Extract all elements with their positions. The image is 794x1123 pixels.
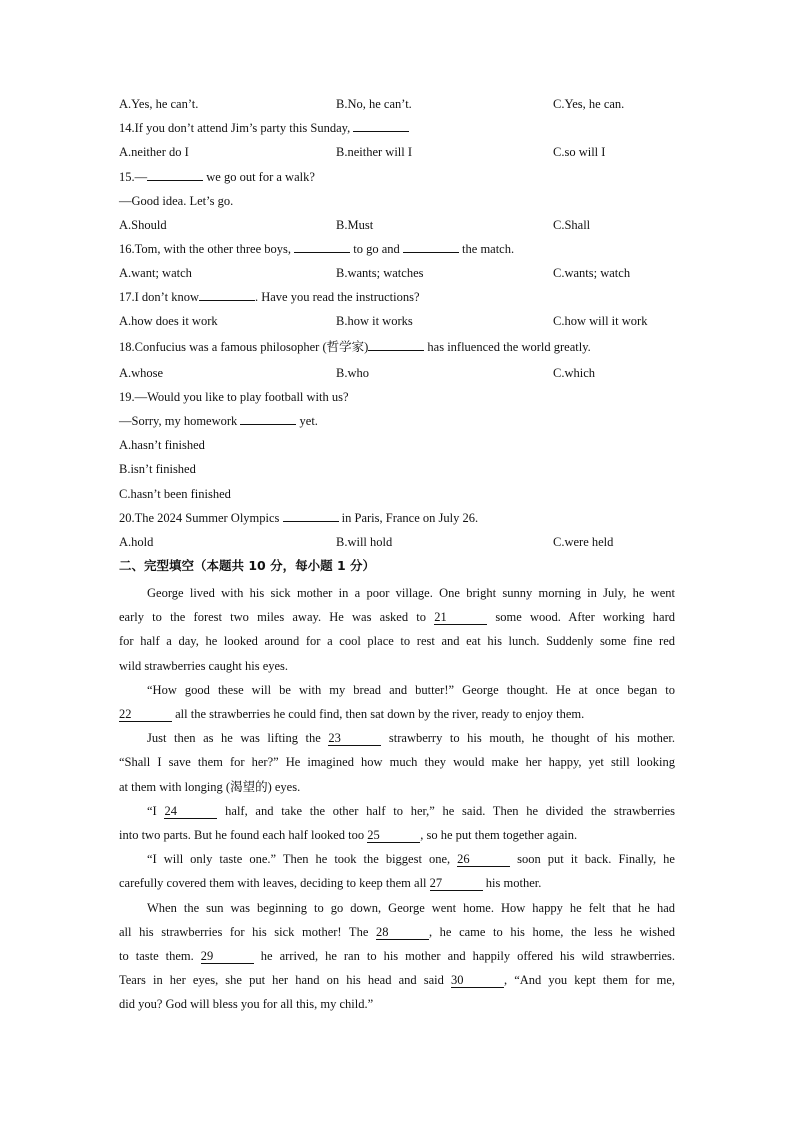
passage-p4-line1 xyxy=(119,799,675,823)
q16-option-c[interactable]: C.wants; watch xyxy=(553,266,631,280)
passage-p6-line2-a: all his strawberries for his sick mother! The xyxy=(119,924,376,939)
passage-p6-line1: When the sun was beginning to go down, George went home. How happy he felt that he had xyxy=(147,900,675,915)
q19-option-a[interactable]: A.hasn’t finished xyxy=(119,438,205,452)
passage-p5-line1-b: soon put it back. Finally, he xyxy=(510,852,675,867)
q18-stem-b: has influenced the world greatly. xyxy=(424,340,591,354)
blank-27[interactable]: 27 xyxy=(430,876,483,891)
passage-p3-line1-b: strawberry to his mouth, he thought of his mother. xyxy=(381,731,676,746)
q18-stem xyxy=(119,339,675,355)
q20-blank xyxy=(283,510,339,522)
q19-option-b[interactable]: B.isn’t finished xyxy=(119,462,196,476)
passage-p4-line2 xyxy=(119,823,675,847)
q16-stem-a: 16.Tom, with the other three boys, xyxy=(119,242,295,256)
passage-p1-line4: wild strawberries caught his eyes. xyxy=(119,658,289,673)
passage-p3-line1 xyxy=(119,726,675,750)
q20-stem-a: 20.The 2024 Summer Olympics xyxy=(119,511,283,525)
passage-p6-line4 xyxy=(119,968,675,992)
q20-option-b[interactable]: B.will hold xyxy=(336,535,393,549)
q19-blank xyxy=(240,413,296,425)
blank-25[interactable]: 25 xyxy=(367,828,420,843)
passage-p6-line5: did you? God will bless you for all this, my child.” xyxy=(119,997,374,1012)
q17-blank xyxy=(199,289,255,301)
blank-30[interactable]: 30 xyxy=(451,973,504,988)
q15-stem xyxy=(119,169,675,185)
q16-stem xyxy=(119,241,675,257)
q13-option-c[interactable]: C.Yes, he can. xyxy=(553,97,625,111)
passage-p6-line2-b: , he came to his home, the less he wished xyxy=(428,924,675,939)
blank-21[interactable]: 21 xyxy=(434,610,487,625)
passage-p6-line4-a: Tears in her eyes, she put her hand on his head and said xyxy=(119,973,451,988)
passage-p4-line1-a: “I xyxy=(147,803,165,818)
passage-p5-line1-a: “I will only taste one.” Then he took the biggest one, xyxy=(147,852,458,867)
passage-p3-line2: “Shall I save them for her?” He imagined how much they would make her happy, yet still looking xyxy=(119,755,675,770)
q15-option-b[interactable]: B.Must xyxy=(336,218,374,232)
passage-p6-line2 xyxy=(119,920,675,944)
q16-blank-2 xyxy=(403,241,459,253)
passage-p6-line3 xyxy=(119,944,675,968)
passage-p5-line2-a: carefully covered them with leaves, deciding to keep them all xyxy=(119,876,430,891)
passage-p2-line2 xyxy=(119,702,675,726)
passage-p4-line2-a: into two parts. But he found each half looked too xyxy=(119,828,368,843)
passage-p1-line1: George lived with his sick mother in a poor village. One bright sunny morning in July, he went xyxy=(147,586,675,600)
q14-option-a[interactable]: A.neither do I xyxy=(119,145,189,159)
blank-23[interactable]: 23 xyxy=(328,731,381,746)
q14-option-b[interactable]: B.neither will I xyxy=(336,145,413,159)
blank-24[interactable]: 24 xyxy=(164,804,217,819)
passage xyxy=(119,581,675,1017)
q17-stem-b: . Have you read the instructions? xyxy=(254,290,420,304)
q16-option-b[interactable]: B.wants; watches xyxy=(336,266,424,280)
q16-option-a[interactable]: A.want; watch xyxy=(119,266,192,280)
q14-option-c[interactable]: C.so will I xyxy=(553,145,606,159)
q13-option-a[interactable]: A.Yes, he can’t. xyxy=(119,97,199,111)
q15-blank xyxy=(147,169,203,181)
q19-reply-a: —Sorry, my homework xyxy=(119,414,241,428)
passage-p5-line2 xyxy=(119,871,675,895)
q15-reply: —Good idea. Let’s go. xyxy=(119,194,234,208)
passage-p1-line2 xyxy=(119,605,675,629)
q19-option-c[interactable]: C.hasn’t been finished xyxy=(119,487,231,501)
q16-stem-c: the match. xyxy=(458,242,515,256)
passage-p1-line2-b: some wood. After working hard xyxy=(487,610,675,625)
q15-stem-a: 15.— xyxy=(119,170,148,184)
q20-option-c[interactable]: C.were held xyxy=(553,535,614,549)
passage-p4-line2-b: , so he put them together again. xyxy=(420,828,578,843)
blank-26[interactable]: 26 xyxy=(457,852,510,867)
q20-option-a[interactable]: A.hold xyxy=(119,535,154,549)
q18-option-b[interactable]: B.who xyxy=(336,366,369,380)
q19-stem: 19.—Would you like to play football with us? xyxy=(119,390,349,404)
q15-stem-b: we go out for a walk? xyxy=(203,170,315,184)
q14-blank xyxy=(353,120,409,132)
passage-p2-line1: “How good these will be with my bread and butter!” George thought. He at once began to xyxy=(147,682,675,697)
q15-option-c[interactable]: C.Shall xyxy=(553,218,591,232)
passage-p4-line1-b: half, and take the other half to her,” he said. Then he divided the strawberries xyxy=(217,803,675,818)
passage-p6-line4-b: , “And you kept them for me, xyxy=(503,973,676,988)
q16-stem-b: to go and xyxy=(350,242,403,256)
q19-reply xyxy=(119,413,675,429)
q18-stem-a: 18.Confucius was a famous philosopher (哲学家) xyxy=(119,340,369,354)
passage-p6-line3-b: he arrived, he ran to his mother and happily offered his wild strawberries. xyxy=(253,949,676,964)
q19-reply-b: yet. xyxy=(296,414,318,428)
q17-stem-a: 17.I don’t know xyxy=(119,290,199,304)
q15-option-a[interactable]: A.Should xyxy=(119,218,167,232)
passage-p3-line1-a: Just then as he was lifting the xyxy=(147,731,329,746)
q20-stem-b: in Paris, France on July 26. xyxy=(338,511,479,525)
q20-stem xyxy=(119,510,675,526)
section-2-title: 二、完型填空（本题共 10 分，每小题 1 分） xyxy=(119,558,376,573)
passage-p1-line2-a: early to the forest two miles away. He was asked to xyxy=(119,610,435,625)
q17-stem xyxy=(119,289,675,305)
passage-p5-line1 xyxy=(119,847,675,871)
q18-option-a[interactable]: A.whose xyxy=(119,366,164,380)
blank-22[interactable]: 22 xyxy=(119,707,172,722)
q13-option-b[interactable]: B.No, he can’t. xyxy=(336,97,412,111)
passage-p5-line2-b: his mother. xyxy=(482,876,542,891)
q18-blank xyxy=(368,339,424,351)
q16-blank-1 xyxy=(294,241,350,253)
q17-option-a[interactable]: A.how does it work xyxy=(119,314,218,328)
blank-28[interactable]: 28 xyxy=(376,925,429,940)
q18-option-c[interactable]: C.which xyxy=(553,366,596,380)
q14-stem-text: 14.If you don’t attend Jim’s party this Sunday, xyxy=(119,121,354,135)
passage-p3-line3: at them with longing (渴望的) eyes. xyxy=(119,779,301,794)
q17-option-c[interactable]: C.how will it work xyxy=(553,314,648,328)
passage-p1-line3: for half a day, he looked around for a cool place to rest and eat his lunch. Suddenly some fine red xyxy=(119,634,675,649)
blank-29[interactable]: 29 xyxy=(201,949,254,964)
q17-option-b[interactable]: B.how it works xyxy=(336,314,413,328)
q14-stem xyxy=(119,120,675,136)
passage-p6-line3-a: to taste them. xyxy=(119,949,201,964)
passage-p2-line2-text: all the strawberries he could find, then sat down by the river, ready to enjoy them. xyxy=(172,707,585,722)
